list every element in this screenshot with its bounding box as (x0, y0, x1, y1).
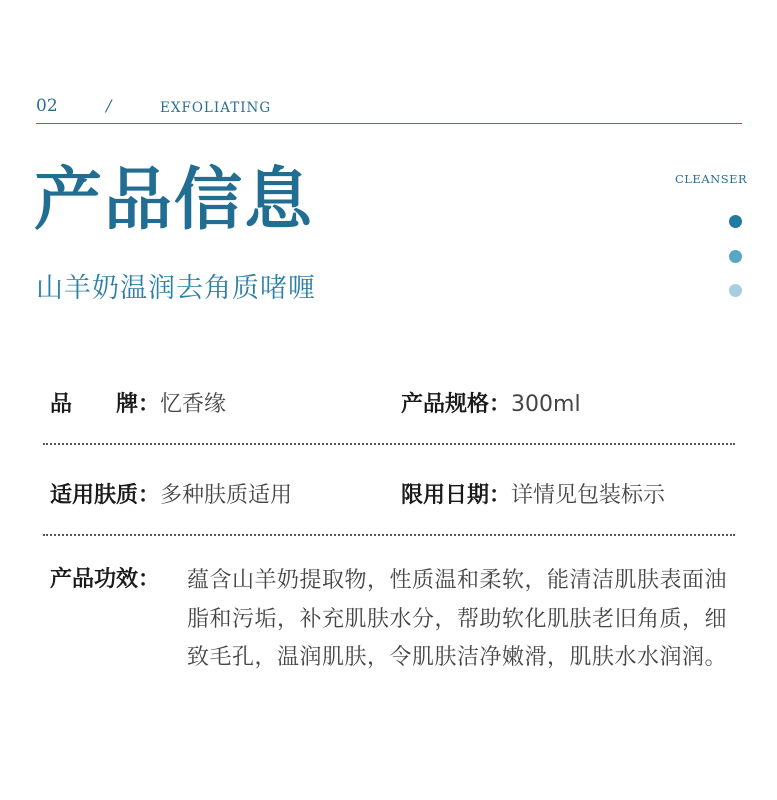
section-tag: EXFOLIATING (160, 100, 272, 116)
section-header (36, 96, 742, 124)
section-slash: / (106, 96, 112, 115)
brand-value: 忆香缘 (160, 392, 227, 417)
spec-label: 产品规格： (401, 392, 512, 417)
page-title: 产品信息 (34, 160, 315, 240)
effect-label: 产品功效： (50, 567, 161, 592)
indicator-dot-3 (729, 284, 742, 297)
spec-row (401, 387, 581, 418)
dotted-divider-2 (43, 534, 735, 536)
date-value: 详情见包装标示 (511, 483, 666, 508)
spec-value: 300ml (511, 392, 581, 417)
date-label: 限用日期： (401, 483, 512, 508)
page-subtitle: 山羊奶温润去角质啫喱 (36, 273, 316, 304)
dotted-divider-1 (43, 443, 735, 445)
skin-row (50, 478, 292, 509)
indicator-dot-1 (729, 215, 742, 228)
indicator-dot-2 (729, 250, 742, 263)
effect-value: 蕴含山羊奶提取物，性质温和柔软，能清洁肌肤表面油脂和污垢，补充肌肤水分，帮助软化肌肤老旧角质，细致毛孔，温润肌肤，令肌肤洁净嫩滑，肌肤水水润润。 (187, 568, 728, 670)
brand-row (50, 387, 226, 418)
skin-value: 多种肤质适用 (160, 483, 293, 508)
skin-label: 适用肤质： (50, 483, 161, 508)
section-number: 02 (36, 96, 58, 116)
side-tag: CLEANSER (675, 172, 748, 186)
date-row (401, 478, 665, 509)
brand-label: 品 牌： (50, 392, 161, 417)
header-divider (36, 123, 742, 124)
